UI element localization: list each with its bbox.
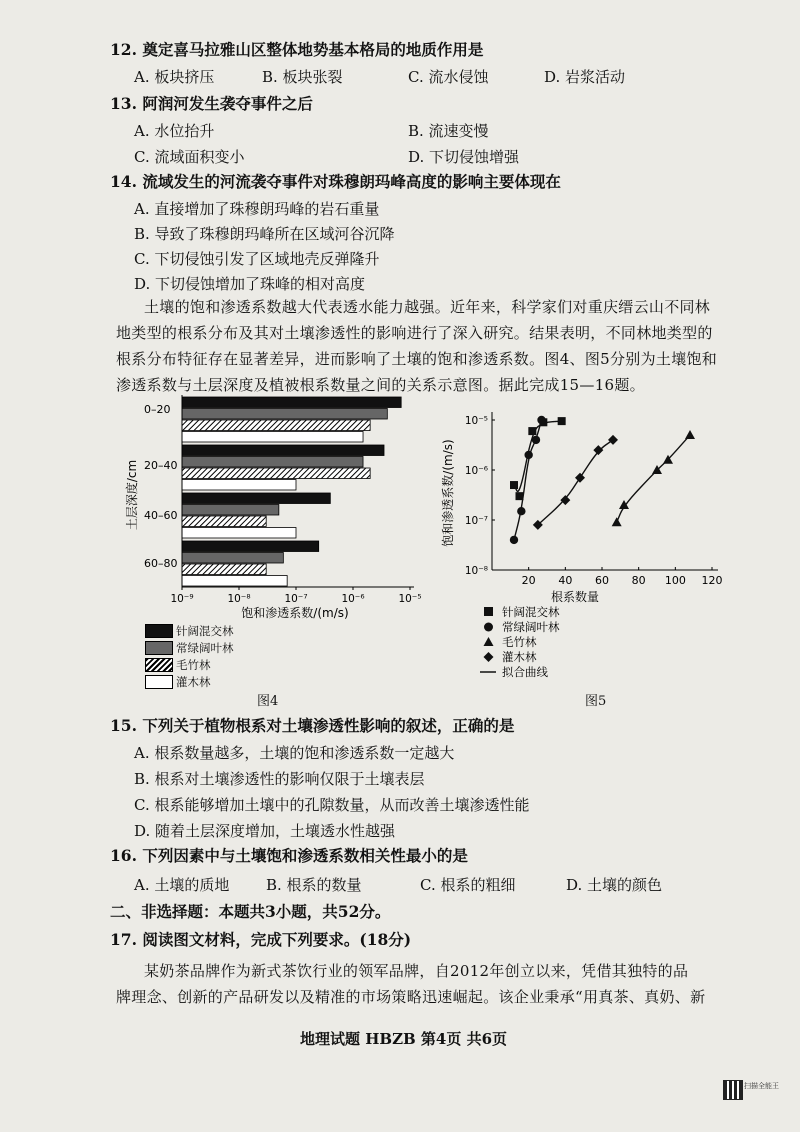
fig4-bar-4-3	[182, 564, 266, 575]
intro-line-3: 根系分布特征存在显著差异，进而影响了土壤的饱和渗透系数。图4、图5分别为土壤饱和	[116, 350, 718, 368]
q16-option-d: D. 土壤的颜色	[566, 876, 663, 894]
section-2-title: 二、非选择题：本题共3小题，共52分。	[110, 902, 391, 921]
fig4-xtick-2: 10⁻⁸	[227, 593, 251, 605]
question-16-stem: 16. 下列因素中与土壤饱和渗透系数相关性最小的是	[110, 846, 468, 865]
fig4-bar-1-4	[182, 432, 363, 443]
fig4-bar-2-1	[182, 445, 384, 456]
fig4-legend-swatch-2	[145, 641, 173, 655]
q15-option-a: A. 根系数量越多，土壤的饱和渗透系数一定越大	[134, 744, 455, 762]
question-14-stem: 14. 流域发生的河流袭夺事件对珠穆朗玛峰高度的影响主要体现在	[110, 172, 561, 191]
question-13-stem: 13. 阿润河发生袭夺事件之后	[110, 94, 313, 113]
fig5-xtick-5: 100	[664, 574, 686, 587]
fig4-bar-4-4	[182, 576, 287, 587]
fig5-xtick-6: 120	[701, 574, 723, 587]
q12-option-b: B. 板块张裂	[262, 68, 343, 86]
fig5-ylabel: 饱和渗透系数/(m/s)	[441, 439, 455, 547]
fig5-xtick-2: 40	[558, 574, 573, 587]
fig5-point-1-2	[516, 492, 524, 500]
fig4-bar-3-1	[182, 493, 330, 504]
fig5-ytick-3: 10⁻⁷	[464, 515, 488, 527]
fig5-ytick-2: 10⁻⁶	[464, 465, 488, 477]
fig4-ytick-20-40: 20–40	[144, 459, 178, 472]
fig5-point-3-5	[685, 430, 695, 439]
fig5-legend-triangle-marker	[484, 637, 494, 646]
fig5-point-4-5	[608, 435, 618, 445]
q15-option-d: D. 随着土层深度增加，土壤透水性越强	[134, 822, 396, 840]
figure-4-bar-chart	[110, 395, 440, 620]
fig5-caption: 图5	[585, 694, 607, 709]
fig5-xtick-1: 20	[521, 574, 536, 587]
fig5-point-2-2	[517, 507, 525, 515]
q17-paragraph	[116, 958, 746, 1010]
fig5-ytick-1: 10⁻⁵	[464, 415, 488, 427]
fig5-legend-label-4: 灌木林	[502, 650, 537, 664]
fig4-ytick-0-20: 0–20	[144, 403, 171, 416]
fig4-xtick-4: 10⁻⁶	[341, 593, 365, 605]
fig4-bar-2-3	[182, 468, 370, 479]
fig5-legend-label-1: 针阔混交林	[502, 605, 560, 619]
fig4-xlabel: 饱和渗透系数/(m/s)	[241, 606, 349, 620]
q15-option-b: B. 根系对土壤渗透性的影响仅限于土壤表层	[134, 770, 425, 788]
fig5-legend-circle-marker	[484, 623, 493, 632]
fig5-legend	[480, 605, 620, 687]
fig4-caption: 图4	[257, 694, 279, 709]
fig5-legend-diamond-marker	[484, 652, 494, 662]
fig4-xtick-3: 10⁻⁷	[284, 593, 308, 605]
fig5-legend-label-5: 拟合曲线	[502, 665, 548, 679]
question-12-stem: 12. 奠定喜马拉雅山区整体地势基本格局的地质作用是	[110, 40, 484, 59]
question-15-stem: 15. 下列关于植物根系对土壤渗透性影响的叙述，正确的是	[110, 716, 515, 735]
fig5-ytick-4: 10⁻⁸	[464, 565, 488, 577]
intro-line-4: 渗透系数与土层深度及植被根系数量之间的关系示意图。据此完成15—16题。	[116, 376, 645, 394]
q13-option-d: D. 下切侵蚀增强	[408, 148, 520, 166]
q13-option-c: C. 流域面积变小	[134, 148, 245, 166]
fig4-ytick-40-60: 40–60	[144, 509, 178, 522]
q13-option-b: B. 流速变慢	[408, 122, 489, 140]
fig4-bar-1-3	[182, 420, 370, 431]
scanner-watermark: 扫描全能王	[744, 1082, 779, 1090]
fig5-point-4-4	[593, 445, 603, 455]
fig5-point-4-3	[575, 473, 585, 483]
intro-line-2: 地类型的根系分布及其对土壤渗透性的影响进行了深入研究。结果表明，不同林地类型的	[116, 324, 713, 342]
fig5-point-3-1	[612, 517, 622, 526]
fig4-xtick-1: 10⁻⁹	[170, 593, 194, 605]
fig5-point-1-3	[528, 427, 536, 435]
fig4-bar-4-2	[182, 553, 283, 564]
page-footer: 地理试题 HBZB 第4页 共6页	[300, 1030, 508, 1048]
fig5-point-2-5	[537, 416, 545, 424]
fig4-bar-4-1	[182, 541, 319, 552]
fig4-legend-label-4: 灌木林	[176, 675, 211, 689]
q13-option-a: A. 水位抬升	[134, 122, 215, 140]
q12-option-a: A. 板块挤压	[134, 68, 215, 86]
q15-option-c: C. 根系能够增加土壤中的孔隙数量，从而改善土壤渗透性能	[134, 796, 530, 814]
q14-option-d: D. 下切侵蚀增加了珠峰的相对高度	[134, 275, 366, 293]
q17-line-1: 某奶茶品牌作为新式茶饮行业的领军品牌，自2012年创立以来，凭借其独特的品	[144, 962, 689, 980]
fig4-legend-label-2: 常绿阔叶林	[176, 641, 234, 655]
fig5-legend-square-marker	[484, 607, 493, 616]
intro-paragraph	[116, 294, 746, 398]
fig4-legend-swatch-4	[145, 675, 173, 689]
q16-option-c: C. 根系的粗细	[420, 876, 516, 894]
fig5-xlabel: 根系数量	[550, 590, 600, 604]
figure-5-scatter-chart	[440, 398, 730, 608]
fig5-point-2-1	[510, 536, 518, 544]
qr-code-icon	[723, 1080, 743, 1100]
fig5-fit-curve-3	[617, 435, 690, 522]
fig5-point-1-5	[558, 417, 566, 425]
fig4-ytick-60-80: 60–80	[144, 557, 178, 570]
fig4-ylabel: 土层深度/cm	[125, 459, 139, 531]
q16-option-a: A. 土壤的质地	[134, 876, 230, 894]
q12-option-d: D. 岩浆活动	[544, 68, 626, 86]
fig4-legend-swatch-3	[145, 658, 173, 672]
fig5-fit-curve-4	[538, 440, 613, 525]
fig4-legend-label-3: 毛竹林	[176, 658, 211, 672]
fig4-legend-label-1: 针阔混交林	[176, 624, 234, 638]
fig5-point-2-4	[532, 436, 540, 444]
intro-line-1: 土壤的饱和渗透系数越大代表透水能力越强。近年来，科学家们对重庆缙云山不同林	[144, 298, 711, 316]
question-17-stem: 17. 阅读图文材料，完成下列要求。(18分)	[110, 930, 412, 949]
fig5-legend-label-2: 常绿阔叶林	[502, 620, 560, 634]
q12-option-c: C. 流水侵蚀	[408, 68, 489, 86]
fig4-bar-2-2	[182, 457, 363, 468]
fig5-point-1-1	[510, 481, 518, 489]
q16-option-b: B. 根系的数量	[266, 876, 362, 894]
q14-option-b: B. 导致了珠穆朗玛峰所在区域河谷沉降	[134, 225, 395, 243]
q14-option-a: A. 直接增加了珠穆朗玛峰的岩石重量	[134, 200, 380, 218]
fig4-bar-1-2	[182, 409, 387, 420]
fig4-bar-2-4	[182, 480, 296, 491]
fig4-xtick-5: 10⁻⁵	[398, 593, 422, 605]
fig5-point-4-2	[560, 495, 570, 505]
fig4-bar-3-4	[182, 528, 296, 539]
fig5-legend-label-3: 毛竹林	[502, 635, 537, 649]
fig4-legend-swatch-1	[145, 624, 173, 638]
fig5-xtick-4: 80	[631, 574, 646, 587]
q17-line-2: 牌理念、创新的产品研发以及精准的市场策略迅速崛起。该企业秉承“用真茶、真奶、新	[116, 988, 706, 1006]
fig4-bar-3-2	[182, 505, 279, 516]
fig5-xtick-3: 60	[595, 574, 609, 587]
fig4-bar-1-1	[182, 397, 401, 408]
fig4-bar-3-3	[182, 516, 266, 527]
q14-option-c: C. 下切侵蚀引发了区域地壳反弹隆升	[134, 250, 380, 268]
fig5-point-2-3	[524, 451, 532, 459]
